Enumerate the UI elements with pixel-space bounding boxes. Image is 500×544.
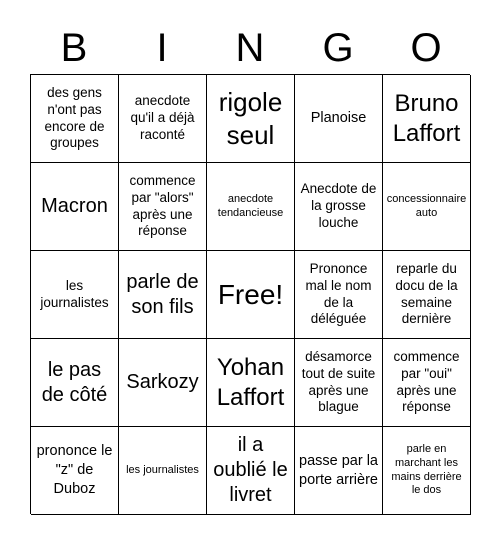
bingo-cell[interactable]: le pas de côté (31, 339, 119, 427)
bingo-cell[interactable]: les journalistes (119, 427, 207, 515)
header-letter-g: G (322, 25, 354, 70)
header-letter-o: O (410, 25, 442, 70)
bingo-cell[interactable]: rigole seul (207, 75, 295, 163)
bingo-cell[interactable]: concessionnaire auto (383, 163, 471, 251)
bingo-cell[interactable]: Prononce mal le nom de la déléguée (295, 251, 383, 339)
free-cell[interactable]: Free! (207, 251, 295, 339)
bingo-cell[interactable]: les journalistes (31, 251, 119, 339)
header-letter-i: I (156, 25, 168, 70)
bingo-cell[interactable]: anecdote tendancieuse (207, 163, 295, 251)
bingo-cell[interactable]: parle en marchant les mains derrière le dos (383, 427, 471, 515)
bingo-cell[interactable]: désamorce tout de suite après une blague (295, 339, 383, 427)
bingo-header (30, 22, 470, 74)
bingo-cell[interactable]: parle de son fils (119, 251, 207, 339)
header-letter-b: B (60, 25, 88, 70)
bingo-cell[interactable]: passe par la porte arrière (295, 427, 383, 515)
bingo-cell[interactable]: Sarkozy (119, 339, 207, 427)
bingo-cell[interactable]: anecdote qu'il a déjà raconté (119, 75, 207, 163)
bingo-cell[interactable]: commence par "alors" après une réponse (119, 163, 207, 251)
bingo-cell[interactable]: Yohan Laffort (207, 339, 295, 427)
bingo-cell[interactable]: reparle du docu de la semaine dernière (383, 251, 471, 339)
bingo-cell[interactable]: commence par "oui" après une réponse (383, 339, 471, 427)
bingo-cell[interactable]: prononce le "z" de Duboz (31, 427, 119, 515)
bingo-cell[interactable]: Anecdote de la grosse louche (295, 163, 383, 251)
bingo-cell[interactable]: Bruno Laffort (383, 75, 471, 163)
bingo-cell[interactable]: Planoise (295, 75, 383, 163)
bingo-cell[interactable]: des gens n'ont pas encore de groupes (31, 75, 119, 163)
bingo-cell[interactable]: Macron (31, 163, 119, 251)
bingo-cell[interactable]: il a oublié le livret (207, 427, 295, 515)
header-letter-n: N (235, 25, 265, 70)
bingo-board (30, 74, 470, 514)
